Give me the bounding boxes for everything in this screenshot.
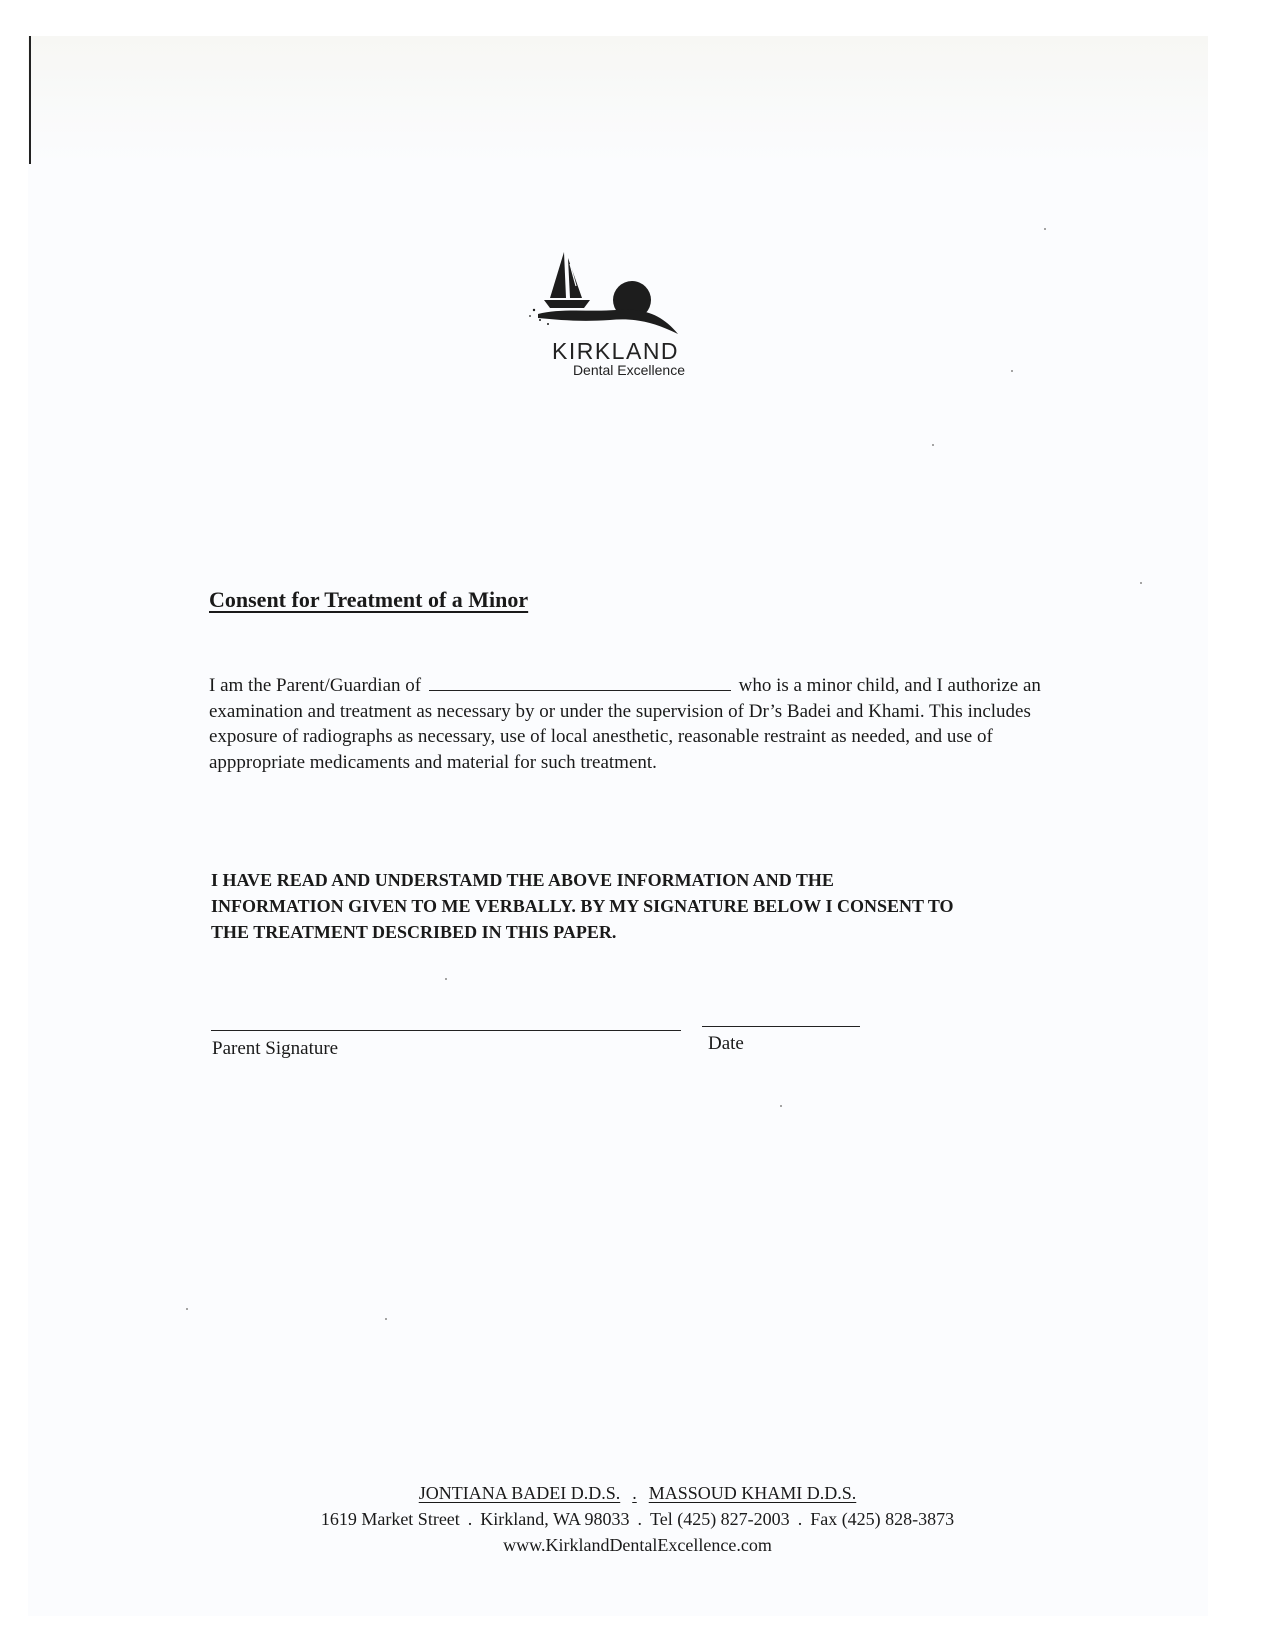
paragraph-start: I am the Parent/Guardian of bbox=[209, 675, 422, 696]
letterhead-footer bbox=[0, 1480, 1275, 1558]
doctor-1: JONTIANA BADEI D.D.S. bbox=[418, 1483, 621, 1503]
paragraph-rest: who is a minor child, and I authorize an examination and treatment as necessary by or under the supervision of Dr’s Badei and Khami. This includes exposure of radiographs as necessary, use of local anesthetic, reasonable restraint as needed, and use of apppropriate medicaments and material for such treatment. bbox=[209, 675, 1041, 773]
scan-speck bbox=[932, 444, 934, 446]
scan-edge-mark bbox=[29, 36, 31, 164]
doctor-separator: . bbox=[632, 1483, 637, 1503]
scan-speck bbox=[1011, 370, 1013, 372]
consent-statement: I HAVE READ AND UNDERSTAMD THE ABOVE INFORMATION AND THE INFORMATION GIVEN TO ME VERBALLY. BY MY SIGNATURE BELOW I CONSENT TO THE TREATMENT DESCRIBED IN THIS PAPER. bbox=[211, 870, 954, 942]
doctor-2: MASSOUD KHAMI D.D.S. bbox=[648, 1483, 857, 1503]
logo-subtitle: Dental Excellence bbox=[572, 362, 685, 378]
footer-dot: . bbox=[467, 1509, 473, 1529]
footer-dot: . bbox=[637, 1509, 642, 1529]
scan-speck bbox=[780, 1105, 782, 1107]
kirkland-logo bbox=[520, 250, 690, 380]
date-label: Date bbox=[708, 1033, 744, 1054]
footer-phone: Tel (425) 827-2003 bbox=[649, 1509, 790, 1529]
scan-top-shade bbox=[28, 36, 1208, 166]
footer-fax: Fax (425) 828-3873 bbox=[810, 1509, 955, 1529]
child-name-field[interactable] bbox=[429, 674, 731, 691]
footer-dot: . bbox=[797, 1509, 803, 1529]
scan-speck bbox=[1140, 582, 1142, 584]
scan-speck bbox=[186, 1308, 188, 1310]
parent-signature-field[interactable] bbox=[211, 1030, 681, 1031]
footer-city: Kirkland, WA 98033 bbox=[480, 1509, 630, 1529]
signature-label: Parent Signature bbox=[212, 1038, 339, 1059]
consent-paragraph bbox=[209, 673, 1049, 775]
footer-address bbox=[0, 1506, 1275, 1532]
scan-speck bbox=[1044, 228, 1046, 230]
scan-speck bbox=[445, 978, 447, 980]
footer-street: 1619 Market Street bbox=[320, 1509, 460, 1529]
form-title: Consent for Treatment of a Minor bbox=[209, 587, 529, 612]
scan-speck bbox=[385, 1318, 387, 1320]
date-field[interactable] bbox=[702, 1026, 860, 1027]
sailboat-sun-icon bbox=[520, 250, 690, 340]
footer-doctors bbox=[0, 1480, 1275, 1506]
logo-name: KIRKLAND bbox=[552, 338, 680, 364]
footer-website[interactable]: www.KirklandDentalExcellence.com bbox=[503, 1535, 772, 1555]
